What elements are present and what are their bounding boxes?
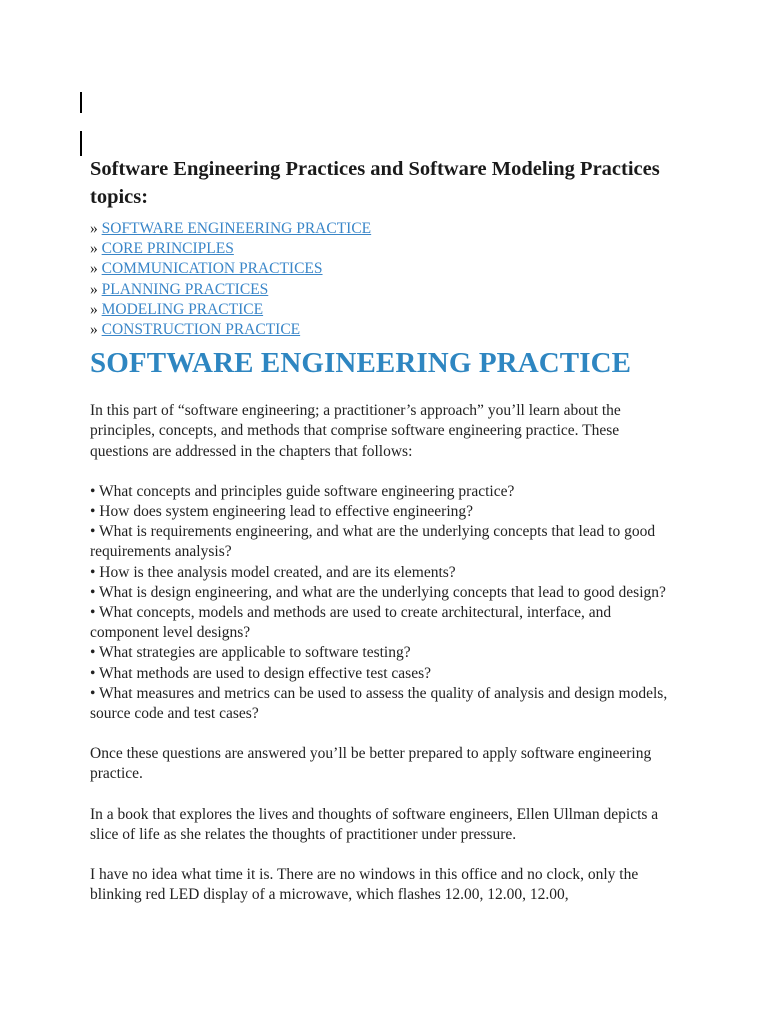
topic-link-construction-practice[interactable]: CONSTRUCTION PRACTICE [101,321,301,339]
question-item: • What is requirements engineering, and what are the underlying concepts that lead to good requirements analysis? [90,523,656,561]
topic-link-communication-practices[interactable]: COMMUNICATION PRACTICES [101,260,323,278]
question-item: • What concepts and principles guide software engineering practice? [90,482,515,500]
bullet-marker: » [90,260,98,278]
topic-list-item [90,239,680,259]
bullet-marker: » [90,220,98,237]
question-item: • What concepts, models and methods are used to create architectural, interface, and component level designs? [90,604,612,642]
question-item: • What methods are used to design effective test cases? [90,664,431,682]
text-cursor-mark [80,92,82,113]
topic-link-core-principles[interactable]: CORE PRINCIPLES [101,240,234,258]
bullet-marker: » [90,300,98,318]
bullet-marker: » [90,321,98,339]
question-item: • How does system engineering lead to effective engineering? [90,503,474,521]
question-item: • What strategies are applicable to software testing? [90,644,411,662]
topic-list-item [90,280,680,300]
topic-list-item [90,259,680,279]
topic-list-item [90,320,680,340]
topic-link-modeling-practice[interactable]: MODELING PRACTICE [101,300,264,318]
section-heading: SOFTWARE ENGINEERING PRACTICE [90,347,632,380]
question-item: • What is design engineering, and what are the underlying concepts that lead to good design? [90,583,666,601]
topics-title: Software Engineering Practices and Software Modeling Practices topics: [90,158,660,208]
topic-list-item [90,219,680,239]
question-item: • How is thee analysis model created, and are its elements? [90,563,456,581]
question-list [90,482,680,724]
quote-paragraph: I have no idea what time it is. There are no windows in this office and no clock, only the blinking red LED display of a microwave, which flashes 12.00, 12.00, 12.00, [90,866,639,904]
text-cursor-mark [80,131,82,156]
ullman-paragraph: In a book that explores the lives and thoughts of software engineers, Ellen Ullman depicts a slice of life as she relates the thoughts of practitioner under pressure. [90,805,659,843]
topic-link-planning-practices[interactable]: PLANNING PRACTICES [101,280,269,298]
document-body [90,155,680,905]
closing-paragraph: Once these questions are answered you’ll be better prepared to apply software engineering practice. [90,745,652,783]
intro-paragraph: In this part of “software engineering; a practitioner’s approach” you’ll learn about the principles, concepts, and methods that comprise software engineering practice. These questions are addressed in the chapters that follows: [90,402,621,460]
topic-list [90,219,680,340]
topic-list-item [90,300,680,320]
topic-link-software-engineering-practice[interactable]: SOFTWARE ENGINEERING PRACTICE [101,220,372,237]
question-item: • What measures and metrics can be used to assess the quality of analysis and design models, source code and test cases? [90,684,668,723]
bullet-marker: » [90,280,98,298]
bullet-marker: » [90,240,98,258]
